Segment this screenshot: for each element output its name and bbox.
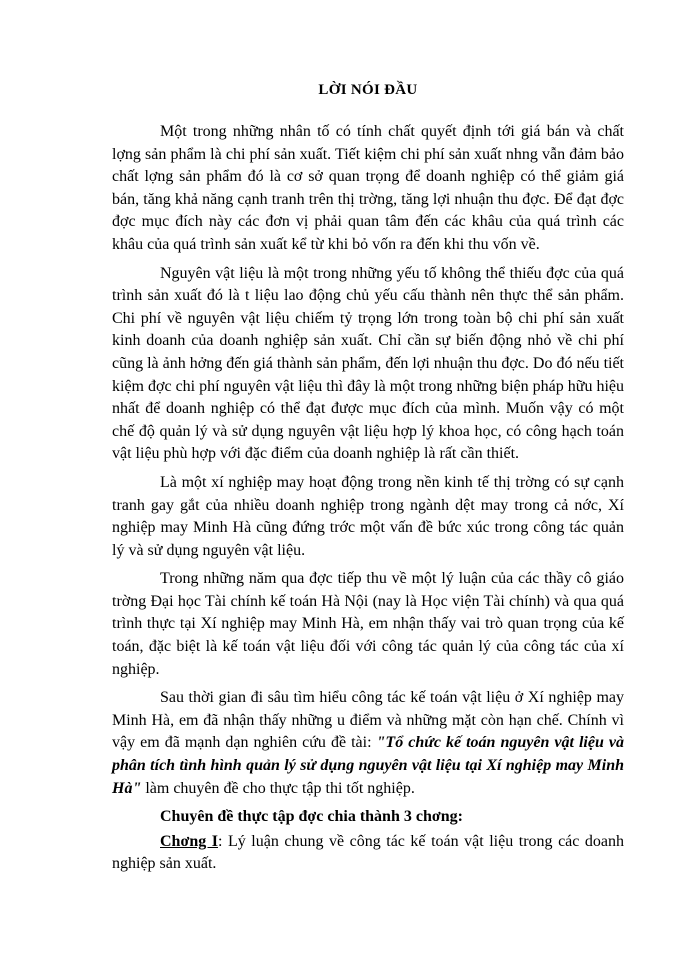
page-title: LỜI NÓI ĐẦU: [318, 82, 418, 98]
paragraph-3: Là một xí nghiệp may hoạt động trong nền kinh tế thị trờng có sự cạnh tranh gay gắt của nhiều doanh nghiệp trong ngành dệt may trong cả nớc, Xí nghiệp may Minh Hà cũng đứng trớc một vấn đề bức xúc trong công tác quản lý và sử dụng nguyên vật liệu.: [112, 473, 624, 559]
thesis-topic: "Tổ chức kế toán nguyên vật liệu và phân tích tình hình quản lý sử dụng nguyên vật liệu tại Xí nghiệp may Minh Hà": [112, 734, 624, 797]
chapter-1-label: Chơng I: [160, 832, 218, 850]
chapter-1-text: : Lý luận chung về công tác kế toán vật liệu trong các doanh nghiệp sản xuất.: [112, 832, 625, 873]
paragraph-5: [112, 687, 624, 800]
chapter-1-item: [112, 831, 624, 876]
chapters-heading: Chuyên đề thực tập đợc chia thành 3 chơng:: [160, 808, 463, 826]
paragraph-1: Một trong những nhân tố có tính chất quyết định tới giá bán và chất lợng sản phẩm là chi phí sản xuất. Tiết kiệm chi phí sản xuất nhng vẫn đảm bảo chất lợng sản phẩm đó là cơ sở quan trọng để doanh nghiệp có thể giảm giá bán, tăng khả năng cạnh tranh trên thị trờng, tăng lợi nhuận thu đợc. Để đạt đợc đợc mục đích này các đơn vị phải quan tâm đến các khâu của quá trình các khâu của quá trình sản xuất kể từ khi bỏ vốn ra đến khi thu vốn về.: [112, 123, 624, 253]
paragraph-5-outro: làm chuyên đề cho thực tập thi tốt nghiệp.: [141, 779, 415, 797]
paragraph-2: Nguyên vật liệu là một trong những yếu tố không thể thiếu đợc của quá trình sản xuất đó là t liệu lao động chủ yếu cấu thành nên thực thể sản phẩm. Chi phí về nguyên vật liệu chiếm tỷ trọng lớn trong toàn bộ chi phí sản xuất kinh doanh của doanh nghiệp sản xuất. Chỉ cần sự biến động nhỏ về chi phí cũng là ảnh hởng đến giá thành sản phẩm, đến lợi nhuận thu đợc. Do đó nếu tiết kiệm đợc chi phí nguyên vật liệu thì đây là một trong những biện pháp hữu hiệu nhất để doanh nghiệp có thể đạt được mục đích của mình. Muốn vậy có một chế độ quản lý và sử dụng nguyên vật liệu hợp lý khoa học, có công hạch toán vật liệu phù hợp với đặc điểm của doanh nghiệp là rất cần thiết.: [112, 264, 624, 463]
paragraph-5-intro: Sau thời gian đi sâu tìm hiểu công tác kế toán vật liệu ở Xí nghiệp may Minh Hà, em đã nhận thấy những u điểm và những mặt còn hạn chế. Chính vì vậy em đã mạnh dạn nghiên cứu đề tài:: [112, 689, 624, 752]
paragraph-4: Trong những năm qua đợc tiếp thu về một lý luận của các thầy cô giáo trờng Đại học Tài chính kế toán Hà Nội (nay là Học viện Tài chính) và qua quá trình thực tại Xí nghiệp may Minh Hà, em nhận thấy vai trò quan trọng của kế toán, đặc biệt là kế toán vật liệu đối với công tác quản lý của công tác của xí nghiệp.: [112, 570, 624, 678]
